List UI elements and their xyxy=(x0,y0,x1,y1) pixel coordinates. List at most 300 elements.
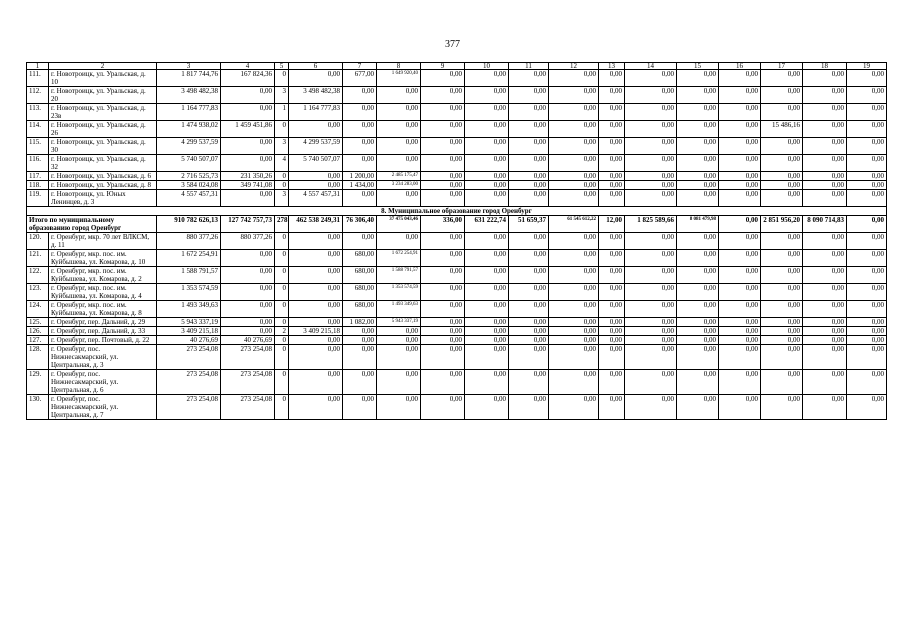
row-value: 0,00 xyxy=(221,155,275,172)
row-value: 2 xyxy=(275,327,289,336)
row-value: 0,00 xyxy=(599,336,625,345)
total-value: 12,00 xyxy=(599,216,625,233)
row-value: 0,00 xyxy=(761,70,803,87)
row-value: 0,00 xyxy=(719,336,761,345)
row-value: 3 409 215,18 xyxy=(289,327,343,336)
row-value: 0,00 xyxy=(599,250,625,267)
row-value: 0,00 xyxy=(803,345,847,370)
section-title: 8. Муниципальное образование город Оренбург xyxy=(27,207,887,216)
row-value: 1 200,00 xyxy=(343,172,377,181)
row-value: 0,00 xyxy=(343,233,377,250)
total-value: 37 475 043,46 xyxy=(377,216,421,233)
table-row xyxy=(27,172,887,181)
total-row xyxy=(27,216,887,233)
row-value: 2 716 525,73 xyxy=(157,172,221,181)
table-row xyxy=(27,318,887,327)
row-value: 0,00 xyxy=(343,190,377,207)
table-row xyxy=(27,267,887,284)
total-value: 51 659,37 xyxy=(509,216,549,233)
row-value: 0,00 xyxy=(803,155,847,172)
row-address: г. Новотроицк, ул. Юных Ленинцев, д. 3 xyxy=(49,190,157,207)
row-value: 0,00 xyxy=(719,250,761,267)
row-value: 1 672 254,91 xyxy=(157,250,221,267)
row-number: 115. xyxy=(27,138,49,155)
row-value: 0,00 xyxy=(421,318,465,327)
row-value: 0,00 xyxy=(599,138,625,155)
row-value: 0,00 xyxy=(599,181,625,190)
total-value: 1 825 589,66 xyxy=(625,216,677,233)
table-row xyxy=(27,155,887,172)
row-value: 0,00 xyxy=(625,233,677,250)
row-value: 0,00 xyxy=(625,181,677,190)
row-value: 0,00 xyxy=(549,284,599,301)
row-value: 0,00 xyxy=(847,370,887,395)
row-value: 0,00 xyxy=(509,284,549,301)
row-value: 0,00 xyxy=(377,233,421,250)
row-value: 273 254,08 xyxy=(221,345,275,370)
row-value: 0,00 xyxy=(847,155,887,172)
row-value: 0,00 xyxy=(343,327,377,336)
row-value: 0,00 xyxy=(761,87,803,104)
row-value: 0,00 xyxy=(719,70,761,87)
row-value: 0,00 xyxy=(343,336,377,345)
row-value: 0,00 xyxy=(847,70,887,87)
row-address: г. Оренбург, мкр. пос. им. Куйбышева, ул. Комарова, д. 8 xyxy=(49,301,157,318)
row-value: 0,00 xyxy=(289,395,343,420)
row-value: 0,00 xyxy=(509,87,549,104)
row-value: 0,00 xyxy=(289,70,343,87)
row-value: 0,00 xyxy=(465,327,509,336)
table-row xyxy=(27,250,887,267)
row-value: 0,00 xyxy=(421,190,465,207)
total-value: 0,00 xyxy=(847,216,887,233)
row-address: г. Оренбург, пер. Дальний, д. 33 xyxy=(49,327,157,336)
row-number: 121. xyxy=(27,250,49,267)
row-value: 1 474 938,02 xyxy=(157,121,221,138)
row-value: 0,00 xyxy=(289,172,343,181)
total-value: 631 222,74 xyxy=(465,216,509,233)
row-value: 3 xyxy=(275,190,289,207)
row-value: 0,00 xyxy=(421,250,465,267)
row-value: 0,00 xyxy=(377,190,421,207)
row-value: 0,00 xyxy=(465,138,509,155)
row-value: 0,00 xyxy=(761,104,803,121)
row-value: 0,00 xyxy=(377,138,421,155)
total-value: 0,00 xyxy=(719,216,761,233)
row-value: 1 082,00 xyxy=(343,318,377,327)
row-number: 130. xyxy=(27,395,49,420)
row-value: 0,00 xyxy=(847,318,887,327)
row-value: 0,00 xyxy=(377,395,421,420)
row-address: г. Оренбург, мкр. пос. им. Куйбышева, ул. Комарова, д. 4 xyxy=(49,284,157,301)
row-value: 1 353 574,59 xyxy=(377,284,421,301)
row-value: 0,00 xyxy=(509,267,549,284)
row-number: 122. xyxy=(27,267,49,284)
row-value: 0,00 xyxy=(599,370,625,395)
row-value: 0,00 xyxy=(677,301,719,318)
column-header-row xyxy=(27,63,887,70)
row-value: 0,00 xyxy=(549,370,599,395)
row-value: 0,00 xyxy=(509,327,549,336)
row-address: г. Оренбург, пос. Нижнесакмарский, ул. Центральная, д. 6 xyxy=(49,370,157,395)
row-value: 5 740 507,07 xyxy=(289,155,343,172)
row-value: 5 943 337,19 xyxy=(157,318,221,327)
row-value: 0,00 xyxy=(421,233,465,250)
row-value: 0,00 xyxy=(549,70,599,87)
row-value: 0,00 xyxy=(221,327,275,336)
row-value: 0,00 xyxy=(465,70,509,87)
row-value: 0,00 xyxy=(803,267,847,284)
table-row xyxy=(27,370,887,395)
row-value: 0,00 xyxy=(719,318,761,327)
row-value: 0,00 xyxy=(803,70,847,87)
row-value: 0,00 xyxy=(803,336,847,345)
row-value: 0,00 xyxy=(599,345,625,370)
row-value: 5 740 507,07 xyxy=(157,155,221,172)
row-value: 0,00 xyxy=(599,121,625,138)
row-value: 0,00 xyxy=(549,121,599,138)
total-value: 2 851 956,20 xyxy=(761,216,803,233)
table-row xyxy=(27,70,887,87)
row-value: 3 584 024,08 xyxy=(157,181,221,190)
column-header: 11 xyxy=(509,63,549,70)
row-value: 0 xyxy=(275,345,289,370)
row-value: 0,00 xyxy=(677,87,719,104)
row-value: 0,00 xyxy=(761,250,803,267)
total-value: 8 081 479,98 xyxy=(677,216,719,233)
row-value: 167 824,36 xyxy=(221,70,275,87)
table-row xyxy=(27,190,887,207)
row-value: 0,00 xyxy=(847,233,887,250)
row-number: 126. xyxy=(27,327,49,336)
row-value: 1 353 574,59 xyxy=(157,284,221,301)
row-value: 0,00 xyxy=(549,250,599,267)
row-value: 0,00 xyxy=(761,233,803,250)
row-value: 0,00 xyxy=(421,70,465,87)
total-value: 76 306,40 xyxy=(343,216,377,233)
row-value: 0,00 xyxy=(677,121,719,138)
row-value: 0,00 xyxy=(599,190,625,207)
row-value: 0,00 xyxy=(377,121,421,138)
row-value: 0,00 xyxy=(377,87,421,104)
row-value: 0,00 xyxy=(847,104,887,121)
row-value: 0,00 xyxy=(761,318,803,327)
table-row xyxy=(27,327,887,336)
row-value: 4 299 537,59 xyxy=(157,138,221,155)
row-value: 677,00 xyxy=(343,70,377,87)
row-value: 1 493 349,63 xyxy=(377,301,421,318)
row-value: 0,00 xyxy=(599,104,625,121)
row-value: 0,00 xyxy=(803,121,847,138)
row-value: 0,00 xyxy=(465,104,509,121)
row-value: 0,00 xyxy=(509,233,549,250)
row-value: 0,00 xyxy=(803,284,847,301)
row-address: г. Новотроицк, ул. Уральская, д. 20 xyxy=(49,87,157,104)
row-value: 0,00 xyxy=(421,370,465,395)
row-value: 680,00 xyxy=(343,284,377,301)
row-value: 0,00 xyxy=(677,318,719,327)
row-value: 0,00 xyxy=(289,250,343,267)
row-value: 0,00 xyxy=(289,181,343,190)
row-address: г. Оренбург, мкр. пос. им. Куйбышева, ул. Комарова, д. 2 xyxy=(49,267,157,284)
row-value: 0 xyxy=(275,301,289,318)
row-value: 0,00 xyxy=(847,87,887,104)
data-table xyxy=(26,62,887,420)
row-value: 3 xyxy=(275,87,289,104)
row-value: 0,00 xyxy=(549,301,599,318)
table-row xyxy=(27,138,887,155)
row-value: 15 486,16 xyxy=(761,121,803,138)
row-value: 0 xyxy=(275,121,289,138)
row-value: 0,00 xyxy=(599,87,625,104)
row-value: 0,00 xyxy=(761,345,803,370)
row-value: 680,00 xyxy=(343,301,377,318)
row-value: 4 299 537,59 xyxy=(289,138,343,155)
row-value: 1 588 791,57 xyxy=(157,267,221,284)
row-value: 0 xyxy=(275,284,289,301)
row-value: 0,00 xyxy=(465,172,509,181)
row-value: 40 276,69 xyxy=(221,336,275,345)
row-value: 0,00 xyxy=(377,327,421,336)
row-value: 0,00 xyxy=(677,233,719,250)
row-value: 1 649 920,40 xyxy=(377,70,421,87)
total-value: 910 782 626,13 xyxy=(157,216,221,233)
row-value: 0,00 xyxy=(625,87,677,104)
row-value: 0,00 xyxy=(289,345,343,370)
row-value: 0,00 xyxy=(625,250,677,267)
table-row xyxy=(27,336,887,345)
row-value: 0,00 xyxy=(343,87,377,104)
row-value: 0 xyxy=(275,267,289,284)
row-address: г. Оренбург, пер. Почтовый, д. 22 xyxy=(49,336,157,345)
row-address: г. Новотроицк, ул. Уральская, д. 32 xyxy=(49,155,157,172)
row-value: 0,00 xyxy=(599,395,625,420)
row-value: 3 498 482,38 xyxy=(289,87,343,104)
row-value: 0,00 xyxy=(343,138,377,155)
row-value: 0,00 xyxy=(421,172,465,181)
row-value: 0,00 xyxy=(625,327,677,336)
row-value: 0,00 xyxy=(549,345,599,370)
row-value: 0,00 xyxy=(465,181,509,190)
column-header: 15 xyxy=(677,63,719,70)
row-value: 0,00 xyxy=(465,370,509,395)
row-value: 0,00 xyxy=(421,138,465,155)
row-value: 273 254,08 xyxy=(157,370,221,395)
row-value: 0,00 xyxy=(421,87,465,104)
row-value: 0,00 xyxy=(847,181,887,190)
row-value: 0,00 xyxy=(549,267,599,284)
row-value: 0,00 xyxy=(625,301,677,318)
row-value: 0,00 xyxy=(803,87,847,104)
row-value: 0,00 xyxy=(421,345,465,370)
row-value: 0,00 xyxy=(599,284,625,301)
row-value: 0,00 xyxy=(625,70,677,87)
row-value: 0,00 xyxy=(465,267,509,284)
row-number: 119. xyxy=(27,190,49,207)
row-value: 0,00 xyxy=(625,284,677,301)
row-value: 0,00 xyxy=(719,87,761,104)
row-number: 116. xyxy=(27,155,49,172)
row-value: 1 xyxy=(275,104,289,121)
row-value: 5 943 337,19 xyxy=(377,318,421,327)
row-value: 0,00 xyxy=(625,345,677,370)
table-row xyxy=(27,301,887,318)
row-value: 0,00 xyxy=(847,250,887,267)
row-number: 128. xyxy=(27,345,49,370)
row-value: 1 459 451,86 xyxy=(221,121,275,138)
row-value: 0,00 xyxy=(625,336,677,345)
row-value: 0,00 xyxy=(677,104,719,121)
row-value: 0,00 xyxy=(847,301,887,318)
table-row xyxy=(27,284,887,301)
row-value: 0,00 xyxy=(221,190,275,207)
row-address: г. Новотроицк, ул. Уральская, д. 26 xyxy=(49,121,157,138)
row-value: 0,00 xyxy=(761,138,803,155)
row-value: 0,00 xyxy=(719,345,761,370)
row-value: 0,00 xyxy=(509,318,549,327)
row-address: г. Новотроицк, ул. Уральская, д. 8 xyxy=(49,181,157,190)
row-value: 0,00 xyxy=(803,327,847,336)
row-value: 0,00 xyxy=(625,318,677,327)
row-value: 0,00 xyxy=(677,336,719,345)
row-value: 0,00 xyxy=(599,172,625,181)
row-value: 0,00 xyxy=(421,181,465,190)
total-value: 462 538 249,31 xyxy=(289,216,343,233)
row-value: 0,00 xyxy=(761,181,803,190)
row-value: 0,00 xyxy=(377,370,421,395)
row-value: 0,00 xyxy=(761,327,803,336)
row-value: 231 350,26 xyxy=(221,172,275,181)
row-value: 0 xyxy=(275,172,289,181)
table-row xyxy=(27,87,887,104)
row-value: 0,00 xyxy=(847,284,887,301)
row-value: 349 741,08 xyxy=(221,181,275,190)
row-value: 0 xyxy=(275,370,289,395)
total-value: 61 545 612,22 xyxy=(549,216,599,233)
row-value: 0,00 xyxy=(677,370,719,395)
row-value: 0,00 xyxy=(465,121,509,138)
row-value: 273 254,08 xyxy=(221,370,275,395)
row-value: 0,00 xyxy=(221,318,275,327)
row-value: 0,00 xyxy=(677,250,719,267)
row-value: 1 588 791,57 xyxy=(377,267,421,284)
row-value: 0,00 xyxy=(761,370,803,395)
row-value: 0,00 xyxy=(549,87,599,104)
row-value: 0,00 xyxy=(421,121,465,138)
row-value: 4 557 457,31 xyxy=(289,190,343,207)
row-value: 0,00 xyxy=(377,345,421,370)
row-value: 0,00 xyxy=(719,301,761,318)
row-value: 0,00 xyxy=(625,138,677,155)
row-value: 0,00 xyxy=(599,327,625,336)
column-header: 3 xyxy=(157,63,221,70)
row-value: 2 485 175,47 xyxy=(377,172,421,181)
column-header: 6 xyxy=(289,63,343,70)
row-value: 0,00 xyxy=(421,267,465,284)
column-header: 16 xyxy=(719,63,761,70)
row-value: 0,00 xyxy=(509,370,549,395)
table-row xyxy=(27,121,887,138)
row-value: 0,00 xyxy=(221,267,275,284)
row-value: 0 xyxy=(275,181,289,190)
row-value: 0,00 xyxy=(289,301,343,318)
row-value: 0,00 xyxy=(221,301,275,318)
row-value: 0,00 xyxy=(719,267,761,284)
row-address: г. Оренбург, мкр. пос. им. Куйбышева, ул. Комарова, д. 10 xyxy=(49,250,157,267)
row-value: 0,00 xyxy=(677,70,719,87)
row-number: 113. xyxy=(27,104,49,121)
row-value: 0,00 xyxy=(509,301,549,318)
row-value: 0,00 xyxy=(421,336,465,345)
row-value: 0,00 xyxy=(465,155,509,172)
row-number: 117. xyxy=(27,172,49,181)
row-value: 0,00 xyxy=(421,327,465,336)
row-value: 0,00 xyxy=(221,104,275,121)
column-header: 8 xyxy=(377,63,421,70)
row-value: 0,00 xyxy=(465,250,509,267)
row-value: 0 xyxy=(275,395,289,420)
row-value: 0,00 xyxy=(625,172,677,181)
row-value: 0,00 xyxy=(803,233,847,250)
column-header: 12 xyxy=(549,63,599,70)
row-value: 0,00 xyxy=(509,172,549,181)
row-value: 0,00 xyxy=(377,336,421,345)
row-number: 125. xyxy=(27,318,49,327)
column-header: 9 xyxy=(421,63,465,70)
row-value: 4 557 457,31 xyxy=(157,190,221,207)
row-value: 0,00 xyxy=(221,138,275,155)
column-header: 1 xyxy=(27,63,49,70)
row-value: 3 409 215,18 xyxy=(157,327,221,336)
total-value: 127 742 757,73 xyxy=(221,216,275,233)
row-value: 0,00 xyxy=(549,233,599,250)
row-value: 0,00 xyxy=(625,104,677,121)
row-value: 0,00 xyxy=(719,284,761,301)
row-value: 0,00 xyxy=(465,345,509,370)
row-value: 0,00 xyxy=(465,336,509,345)
row-value: 0 xyxy=(275,233,289,250)
row-value: 0,00 xyxy=(677,181,719,190)
row-value: 0,00 xyxy=(549,395,599,420)
row-value: 0,00 xyxy=(847,336,887,345)
row-value: 0,00 xyxy=(509,104,549,121)
row-value: 0,00 xyxy=(803,318,847,327)
table-row xyxy=(27,345,887,370)
row-value: 0,00 xyxy=(803,395,847,420)
total-value: 8 090 714,83 xyxy=(803,216,847,233)
row-value: 0,00 xyxy=(677,155,719,172)
row-address: г. Новотроицк, ул. Уральская, д. 10 xyxy=(49,70,157,87)
column-header: 2 xyxy=(49,63,157,70)
row-value: 0,00 xyxy=(549,172,599,181)
row-value: 0,00 xyxy=(761,190,803,207)
total-value: 336,00 xyxy=(421,216,465,233)
row-value: 0,00 xyxy=(509,70,549,87)
row-value: 0,00 xyxy=(677,345,719,370)
column-header: 18 xyxy=(803,63,847,70)
row-value: 0,00 xyxy=(803,370,847,395)
row-value: 0,00 xyxy=(465,233,509,250)
row-value: 0,00 xyxy=(509,336,549,345)
row-value: 0,00 xyxy=(289,267,343,284)
row-value: 0,00 xyxy=(509,395,549,420)
row-value: 0,00 xyxy=(847,138,887,155)
row-value: 0,00 xyxy=(761,301,803,318)
row-value: 273 254,08 xyxy=(221,395,275,420)
row-value: 0,00 xyxy=(549,181,599,190)
row-value: 0,00 xyxy=(847,327,887,336)
column-header: 14 xyxy=(625,63,677,70)
